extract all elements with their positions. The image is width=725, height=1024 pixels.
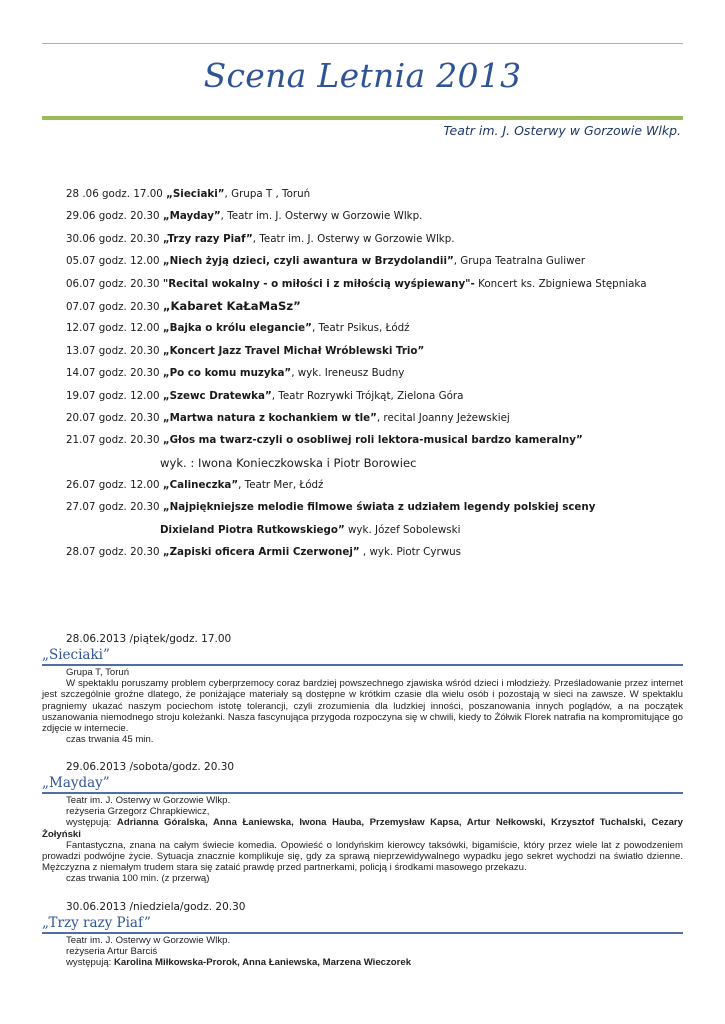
event-cast: występują: Adrianna Góralska, Anna Łaniewska, Iwona Hauba, Przemysław Kapsa, Artur Nełkowski, Krzysztof Tuchalski, Cezary Żołyński <box>42 817 683 840</box>
event-duration: czas trwania 100 min. (z przerwą) <box>66 873 210 885</box>
schedule-item: 29.06 godz. 20.30 „Mayday”, Teatr im. J. Osterwy w Gorzowie Wlkp. <box>66 210 423 223</box>
schedule-item: 13.07 godz. 20.30 „Koncert Jazz Travel Michał Wróblewski Trio” <box>66 344 425 357</box>
top-rule <box>42 43 683 44</box>
page-title: Scena Letnia 2013 <box>203 56 522 95</box>
event-mayday <box>42 759 683 885</box>
schedule-list <box>66 186 706 567</box>
schedule-item: 30.06 godz. 20.30 „Trzy razy Piaf”, Teatr im. J. Osterwy w Gorzowie Wlkp. <box>66 232 455 245</box>
event-company: Teatr im. J. Osterwy w Gorzowie Wlkp. <box>66 795 231 806</box>
event-title-rule <box>42 664 683 666</box>
schedule-item: 21.07 godz. 20.30 „Głos ma twarz-czyli o osobliwej roli lektora-musical bardzo kameralny” <box>66 434 583 447</box>
event-date: 28.06.2013 /piątek/godz. 17.00 <box>66 633 232 645</box>
event-title-rule <box>42 932 683 934</box>
schedule-item: 07.07 godz. 20.30 „Kabaret KaŁaMaSz” <box>66 298 301 313</box>
schedule-item: 05.07 godz. 12.00 „Niech żyją dzieci, czyli awantura w Brzydolandii”, Grupa Teatralna Guliwer <box>66 255 586 268</box>
schedule-item-continuation: wyk. : Iwona Konieczkowska i Piotr Borowiec <box>160 455 417 470</box>
event-sieciaki <box>42 631 683 745</box>
event-company: Teatr im. J. Osterwy w Gorzowie Wlkp. <box>66 935 231 946</box>
event-cast: występują: Karolina Miłkowska-Prorok, Anna Łaniewska, Marzena Wieczorek <box>66 957 412 969</box>
schedule-item: 20.07 godz. 20.30 „Martwa natura z kochankiem w tle”, recital Joanny Jeżewskiej <box>66 411 510 424</box>
event-description: Fantastyczna, znana na całym świecie komedia. Opowieść o londyńskim kierowcy taksówki, bigamiście, który przez wiele lat z powodzeniem prowadzi podwójne życie. Sytuacja znacznie komplikuje się, gdy za sprawą nieprzewidywalnego wypadku jego sekret wychodzi na światło dzienne. Mężczyzna z niemałym trudem stara się zataić prawdę przed partnerkami, policją i środkami masowego przekazu. <box>42 839 683 874</box>
event-title: „Trzy razy Piaf” <box>42 915 151 931</box>
title-underline <box>42 116 683 120</box>
schedule-item-continuation: Dixieland Piotra Rutkowskiego” wyk. Józef Sobolewski <box>160 523 461 536</box>
event-duration: czas trwania 45 min. <box>66 734 154 746</box>
event-trzy-razy-piaf <box>42 899 683 969</box>
event-body <box>42 795 683 885</box>
event-director: reżyseria Grzegorz Chrapkiewicz, <box>66 806 210 818</box>
schedule-item: 28 .06 godz. 17.00 „Sieciaki”, Grupa T , Toruń <box>66 188 311 200</box>
event-title: „Mayday” <box>42 775 110 791</box>
event-body <box>42 935 683 969</box>
event-title-rule <box>42 792 683 794</box>
event-date: 30.06.2013 /niedziela/godz. 20.30 <box>66 901 246 913</box>
schedule-item: 06.07 godz. 20.30 "Recital wokalny - o miłości i z miłością wyśpiewany"- Koncert ks. Zbigniewa Stępniaka <box>66 277 647 290</box>
page-subtitle: Teatr im. J. Osterwy w Gorzowie Wlkp. <box>443 123 681 138</box>
schedule-item: 19.07 godz. 12.00 „Szewc Dratewka”, Teatr Rozrywki Trójkąt, Zielona Góra <box>66 389 464 402</box>
schedule-item: 12.07 godz. 12.00 „Bajka o królu elegancie”, Teatr Psikus, Łódź <box>66 322 410 335</box>
schedule-item: 26.07 godz. 12.00 „Calineczka”, Teatr Mer, Łódź <box>66 479 324 492</box>
event-company: Grupa T, Toruń <box>66 667 130 678</box>
schedule-item: 27.07 godz. 20.30 „Najpiękniejsze melodie filmowe świata z udziałem legendy polskiej sceny <box>66 501 596 514</box>
event-description: W spektaklu poruszamy problem cyberprzemocy coraz bardziej powszechnego zjawiska wśród dzieci i młodzieży. Prześladowanie przez internet jest szczególnie groźne dlatego, że poniżające materiały są dostępne w krótkim czasie dla wielu osób i pozostają w sieci na zawsze. W spektaklu pragniemy ukazać naszym pociechom istotę tolerancji, czyli zrozumienia dla ludzkiej inności, poszanowania innych poglądów, a na początek uszanowania niemodnego stroju koleżanki. Nasza fascynująca przygoda rozpoczyna się w chwili, kiedy to Żółwik Florek natrafia na kompromitujące go zdjęcie w internecie. <box>42 678 683 735</box>
event-body <box>42 667 683 745</box>
event-director: reżyseria Artur Barciś <box>66 946 158 958</box>
schedule-item: 14.07 godz. 20.30 „Po co komu muzyka”, wyk. Ireneusz Budny <box>66 367 405 380</box>
schedule-item: 28.07 godz. 20.30 „Zapiski oficera Armii Czerwonej” , wyk. Piotr Cyrwus <box>66 546 462 559</box>
event-title: „Sieciaki” <box>42 647 110 663</box>
event-date: 29.06.2013 /sobota/godz. 20.30 <box>66 761 235 773</box>
